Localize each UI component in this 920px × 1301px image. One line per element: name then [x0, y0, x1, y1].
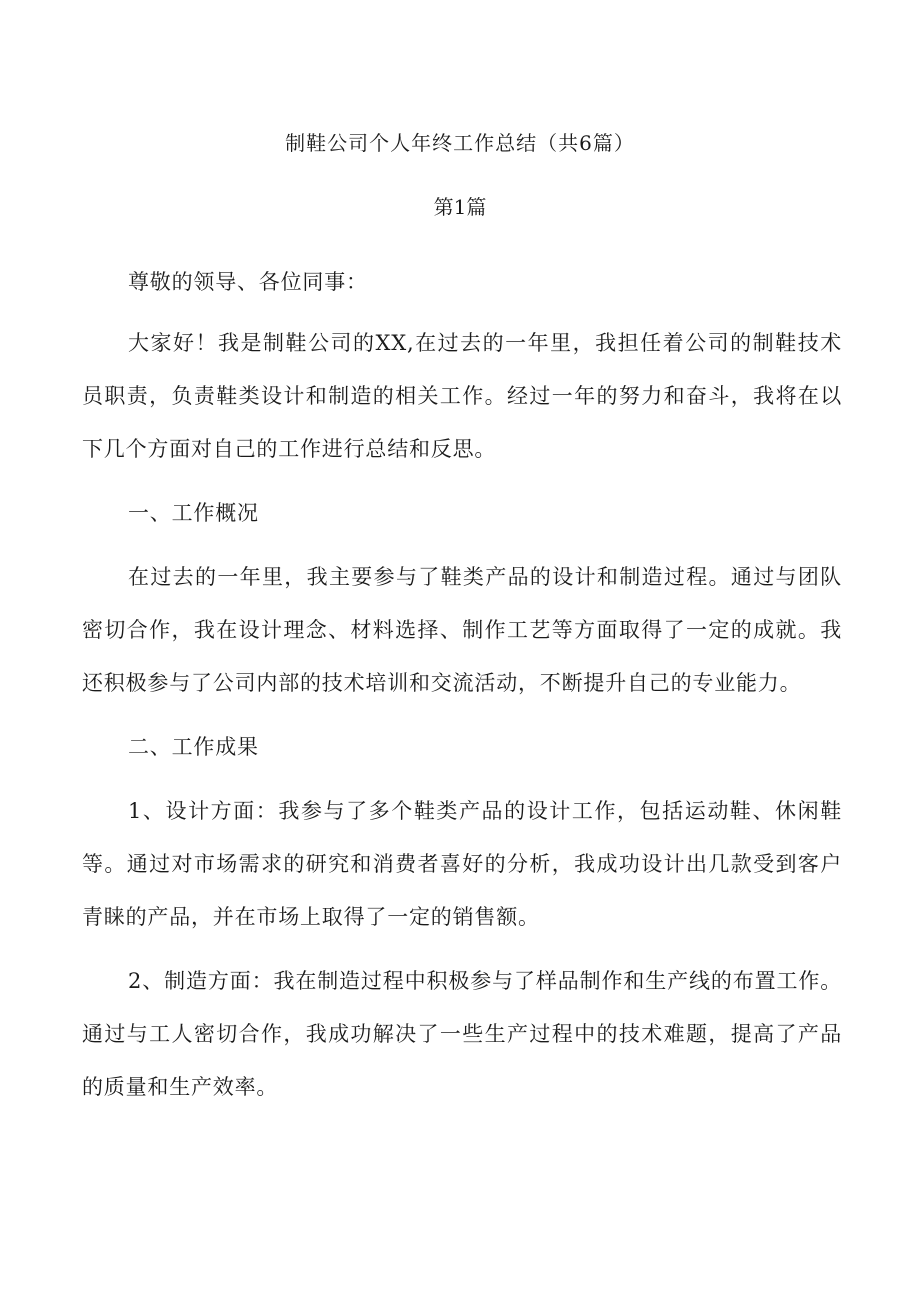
paragraph-manufacturing: 2、制造方面：我在制造过程中积极参与了样品制作和生产线的布置工作。通过与工人密切合作，我成功解决了一些生产过程中的技术难题，提高了产品的质量和生产效率。 — [82, 969, 842, 1099]
salutation: 尊敬的领导、各位同事： — [128, 270, 368, 294]
document-subtitle: 第1篇 — [433, 195, 487, 219]
paragraph-design: 1、设计方面：我参与了多个鞋类产品的设计工作，包括运动鞋、休闲鞋等。通过对市场需求的研究和消费者喜好的分析，我成功设计出几款受到客户青睐的产品，并在市场上取得了一定的销售额。 — [82, 799, 842, 929]
document-body — [82, 256, 842, 1125]
paragraph-intro: 大家好！我是制鞋公司的XX,在过去的一年里，我担任着公司的制鞋技术员职责，负责鞋类设计和制造的相关工作。经过一年的努力和奋斗，我将在以下几个方面对自己的工作进行总结和反思。 — [82, 331, 842, 461]
document-title: 制鞋公司个人年终工作总结（共6篇） — [285, 131, 635, 155]
section-heading-overview: 一、工作概况 — [128, 501, 259, 525]
paragraph-overview: 在过去的一年里，我主要参与了鞋类产品的设计和制造过程。通过与团队密切合作，我在设计理念、材料选择、制作工艺等方面取得了一定的成就。我还积极参与了公司内部的技术培训和交流活动，不断提升自己的专业能力。 — [82, 565, 842, 695]
section-heading-results: 二、工作成果 — [128, 735, 259, 759]
